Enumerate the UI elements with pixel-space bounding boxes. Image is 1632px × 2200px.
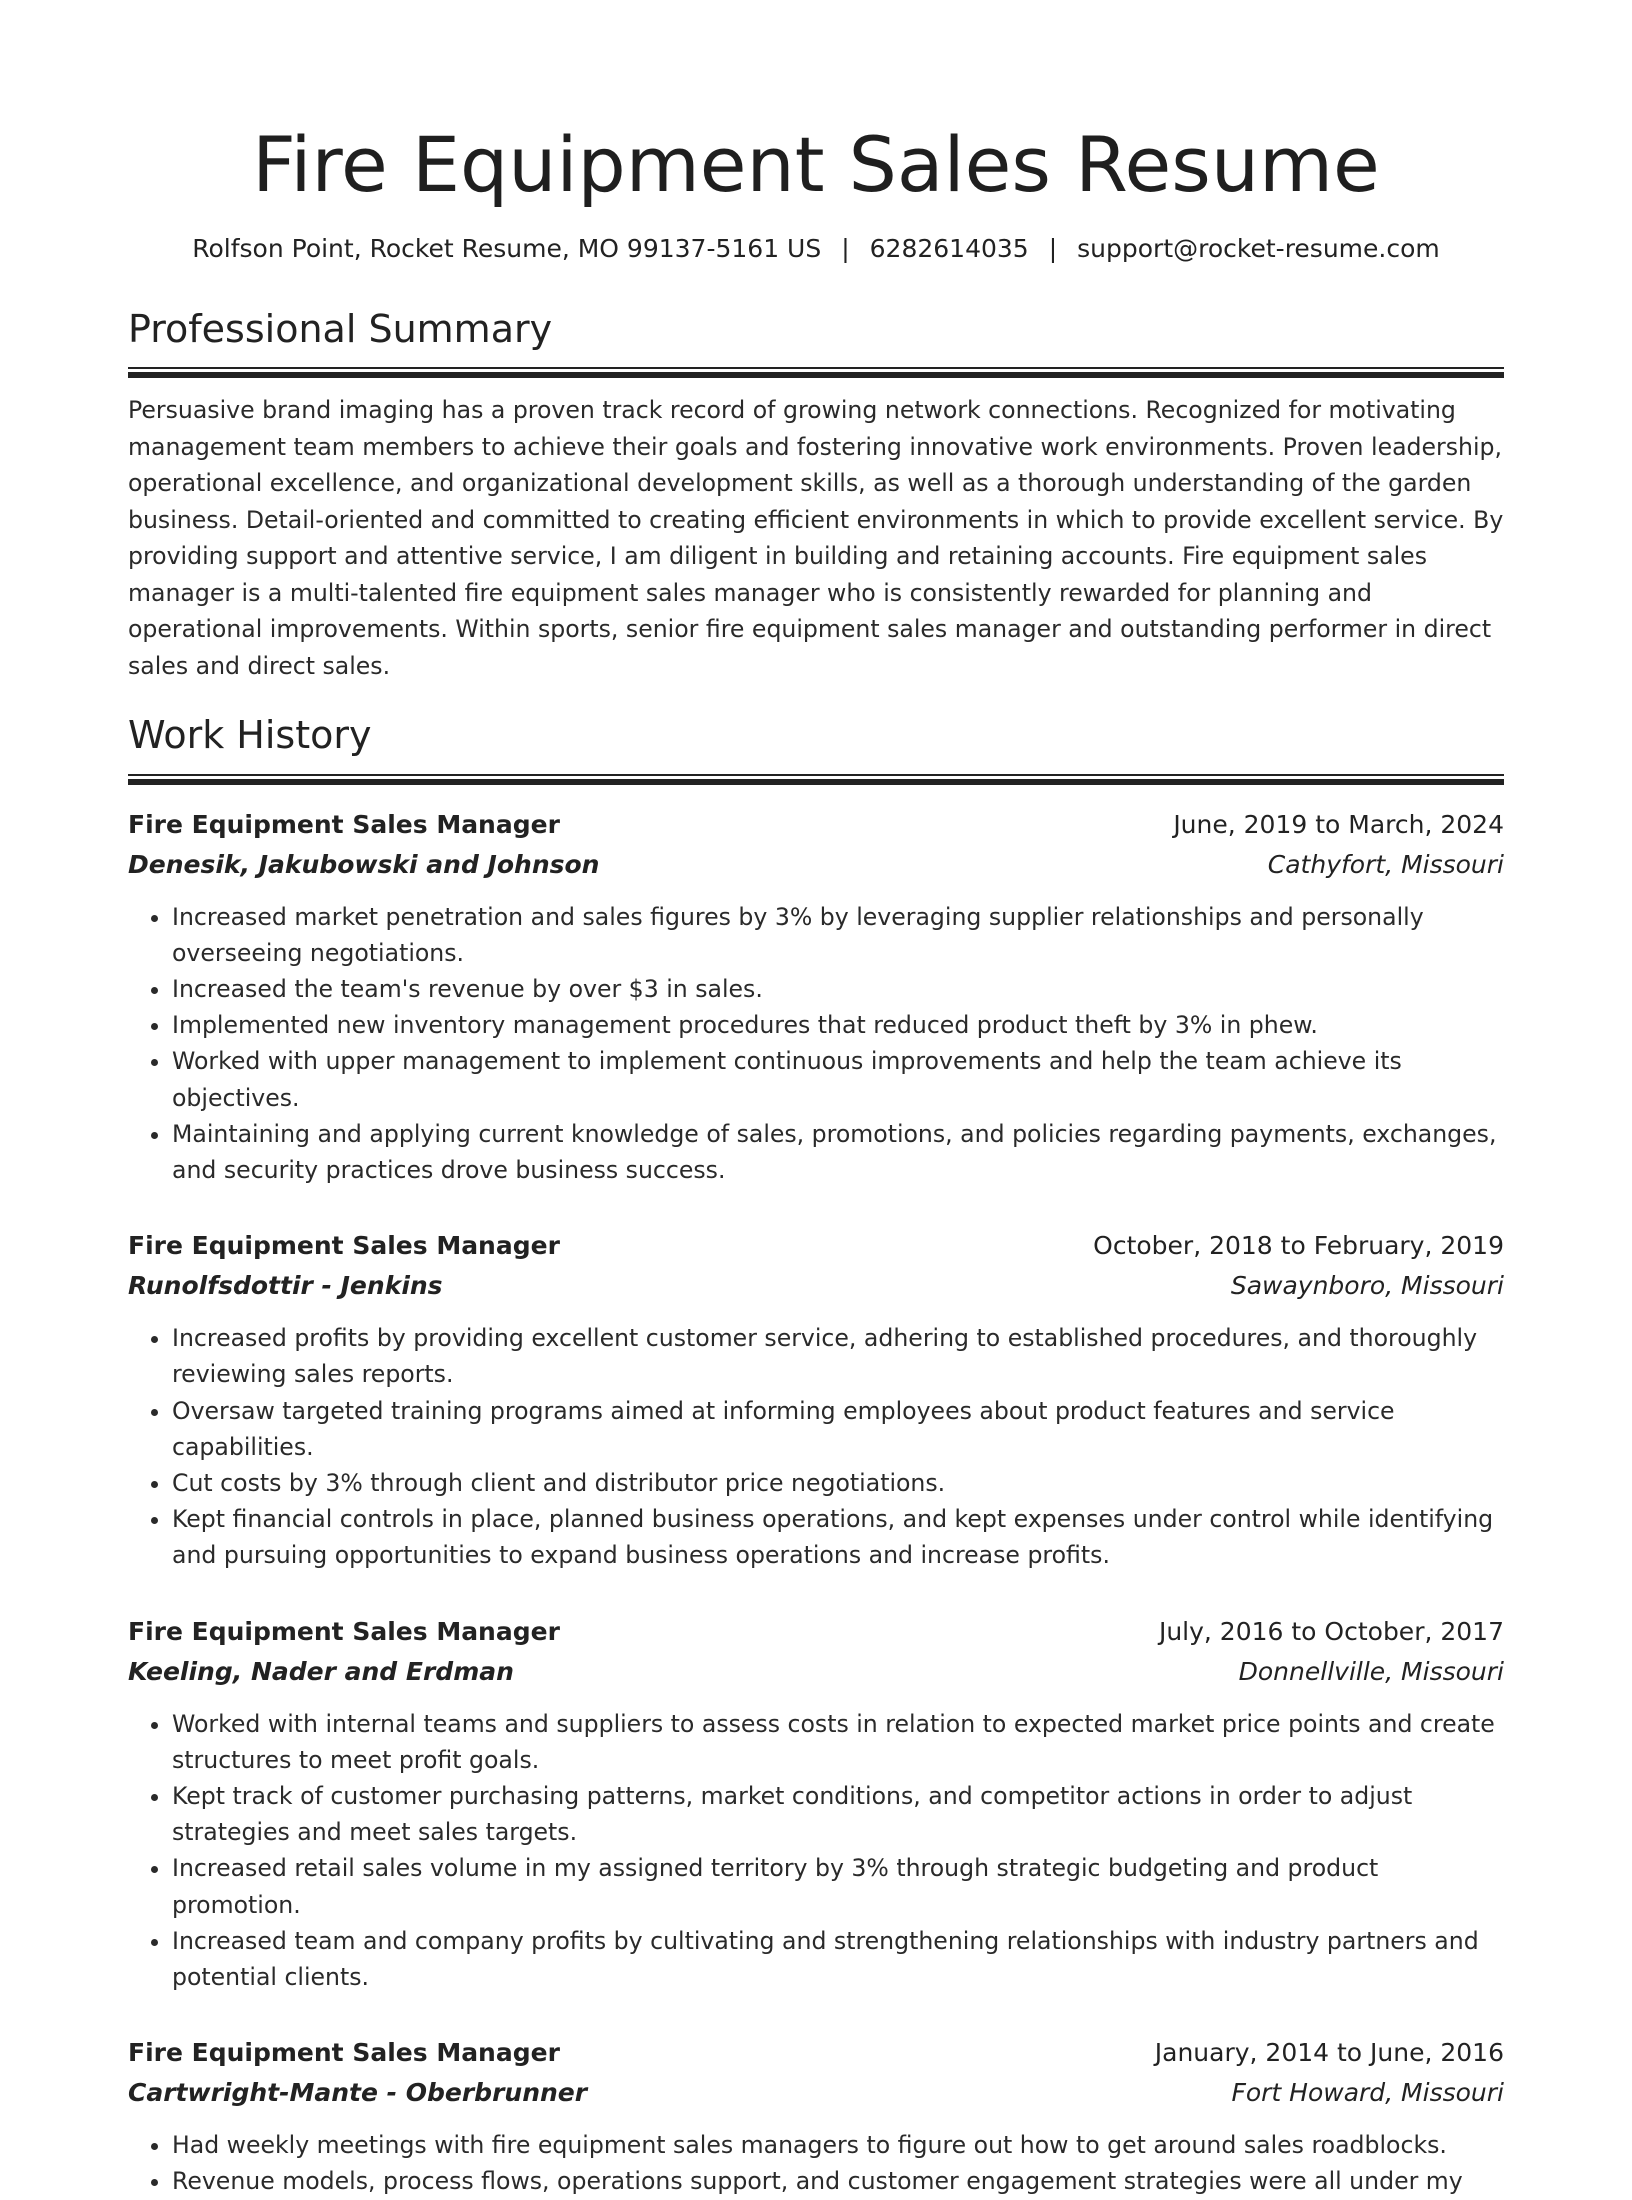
job-company: Runolfsdottir - Jenkins (128, 1271, 443, 1301)
job-bullet: • Worked with internal teams and suppliers to assess costs in relation to expected market price points and create structures to meet profit goals. (172, 1706, 1504, 1778)
job-entry (128, 1226, 1504, 1573)
job-bullets (128, 2127, 1504, 2199)
contact-phone: 6282614035 (869, 234, 1029, 264)
job-bullet: • Kept track of customer purchasing patterns, market conditions, and competitor actions in order to adjust strategies and meet sales targets. (172, 1778, 1504, 1850)
job-header-row (128, 1612, 1504, 1652)
job-bullet: • Increased profits by providing excellent customer service, adhering to established procedures, and thoroughly reviewing sales reports. (172, 1320, 1504, 1392)
job-bullet: • Cut costs by 3% through client and distributor price negotiations. (172, 1465, 1504, 1501)
job-entry (128, 805, 1504, 1189)
job-dates: July, 2016 to October, 2017 (1158, 1616, 1504, 1646)
job-bullet: • Maintaining and applying current knowledge of sales, promotions, and policies regarding payments, exchanges, and security practices drove business success. (172, 1116, 1504, 1188)
job-bullets (128, 1706, 1504, 1996)
job-bullet: • Worked with upper management to implement continuous improvements and help the team achieve its objectives. (172, 1043, 1504, 1115)
job-title: Fire Equipment Sales Manager (128, 1231, 560, 1261)
job-company-row (128, 2073, 1504, 2113)
job-location: Fort Howard, Missouri (1231, 2078, 1504, 2108)
job-dates: June, 2019 to March, 2024 (1173, 809, 1504, 839)
job-entry (128, 1612, 1504, 1996)
job-bullets (128, 899, 1504, 1189)
job-header-row (128, 2033, 1504, 2073)
contact-separator: | (841, 234, 850, 264)
summary-text: Persuasive brand imaging has a proven track record of growing network connections. Recognized for motivating management team members to achieve their goals and fostering innovative work environments. Proven leadership, operational excellence, and organizational development skills, as well as a thorough understanding of the garden business. Detail-oriented and committed to creating efficient environments in which to provide excellent service. By providing support and attentive service, I am diligent in building and retaining accounts. Fire equipment sales manager is a multi-talented fire equipment sales manager who is consistently rewarded for planning and operational improvements. Within sports, senior fire equipment sales manager and outstanding performer in direct sales and direct sales. (128, 396, 1504, 680)
job-title: Fire Equipment Sales Manager (128, 2038, 560, 2068)
job-bullet: • Increased the team's revenue by over $3 in sales. (172, 971, 1504, 1007)
job-location: Sawaynboro, Missouri (1230, 1271, 1504, 1301)
job-company-row (128, 845, 1504, 885)
job-bullet: • Increased team and company profits by cultivating and strengthening relationships with industry partners and potential clients. (172, 1923, 1504, 1995)
job-location: Cathyfort, Missouri (1267, 849, 1504, 879)
contact-line (128, 233, 1504, 266)
job-header-row (128, 805, 1504, 845)
job-entry (128, 2033, 1504, 2199)
job-company: Cartwright-Mante - Oberbrunner (128, 2078, 588, 2108)
resume-title: Fire Equipment Sales Resume (252, 120, 1380, 209)
job-title: Fire Equipment Sales Manager (128, 809, 560, 839)
job-dates: October, 2018 to February, 2019 (1093, 1231, 1504, 1261)
section-divider (128, 367, 1504, 378)
job-company-row (128, 1266, 1504, 1306)
contact-separator: | (1048, 234, 1058, 264)
job-header-row (128, 1226, 1504, 1266)
job-bullet: • Kept financial controls in place, planned business operations, and kept expenses under control while identifying and pursuing opportunities to expand business operations and increase profits. (172, 1501, 1504, 1573)
job-bullet: • Implemented new inventory management procedures that reduced product theft by 3% in phew. (172, 1007, 1504, 1043)
job-company-row (128, 1652, 1504, 1692)
job-bullet: • Increased retail sales volume in my assigned territory by 3% through strategic budgeting and product promotion. (172, 1850, 1504, 1922)
contact-email: support@rocket-resume.com (1077, 234, 1440, 264)
job-bullet: • Revenue models, process flows, operations support, and customer engagement strategies were all under my (172, 2163, 1504, 2199)
summary-heading: Professional Summary (128, 306, 553, 351)
summary-section (128, 306, 1504, 685)
job-bullet: • Increased market penetration and sales figures by 3% by leveraging supplier relationships and personally overseeing negotiations. (172, 899, 1504, 971)
job-bullet: • Oversaw targeted training programs aimed at informing employees about product features and service capabilities. (172, 1393, 1504, 1465)
job-company: Denesik, Jakubowski and Johnson (128, 849, 600, 879)
job-bullets (128, 1320, 1504, 1573)
section-divider (128, 774, 1504, 785)
contact-address: Rolfson Point, Rocket Resume, MO 99137-5161 US (192, 234, 822, 264)
job-dates: January, 2014 to June, 2016 (1154, 2038, 1504, 2068)
job-bullet: • Had weekly meetings with fire equipment sales managers to figure out how to get around sales roadblocks. (172, 2127, 1504, 2163)
work-history-section (128, 712, 1504, 2200)
job-title: Fire Equipment Sales Manager (128, 1616, 560, 1646)
job-location: Donnellville, Missouri (1238, 1656, 1504, 1686)
job-company: Keeling, Nader and Erdman (128, 1656, 514, 1686)
work-history-heading: Work History (128, 713, 372, 758)
